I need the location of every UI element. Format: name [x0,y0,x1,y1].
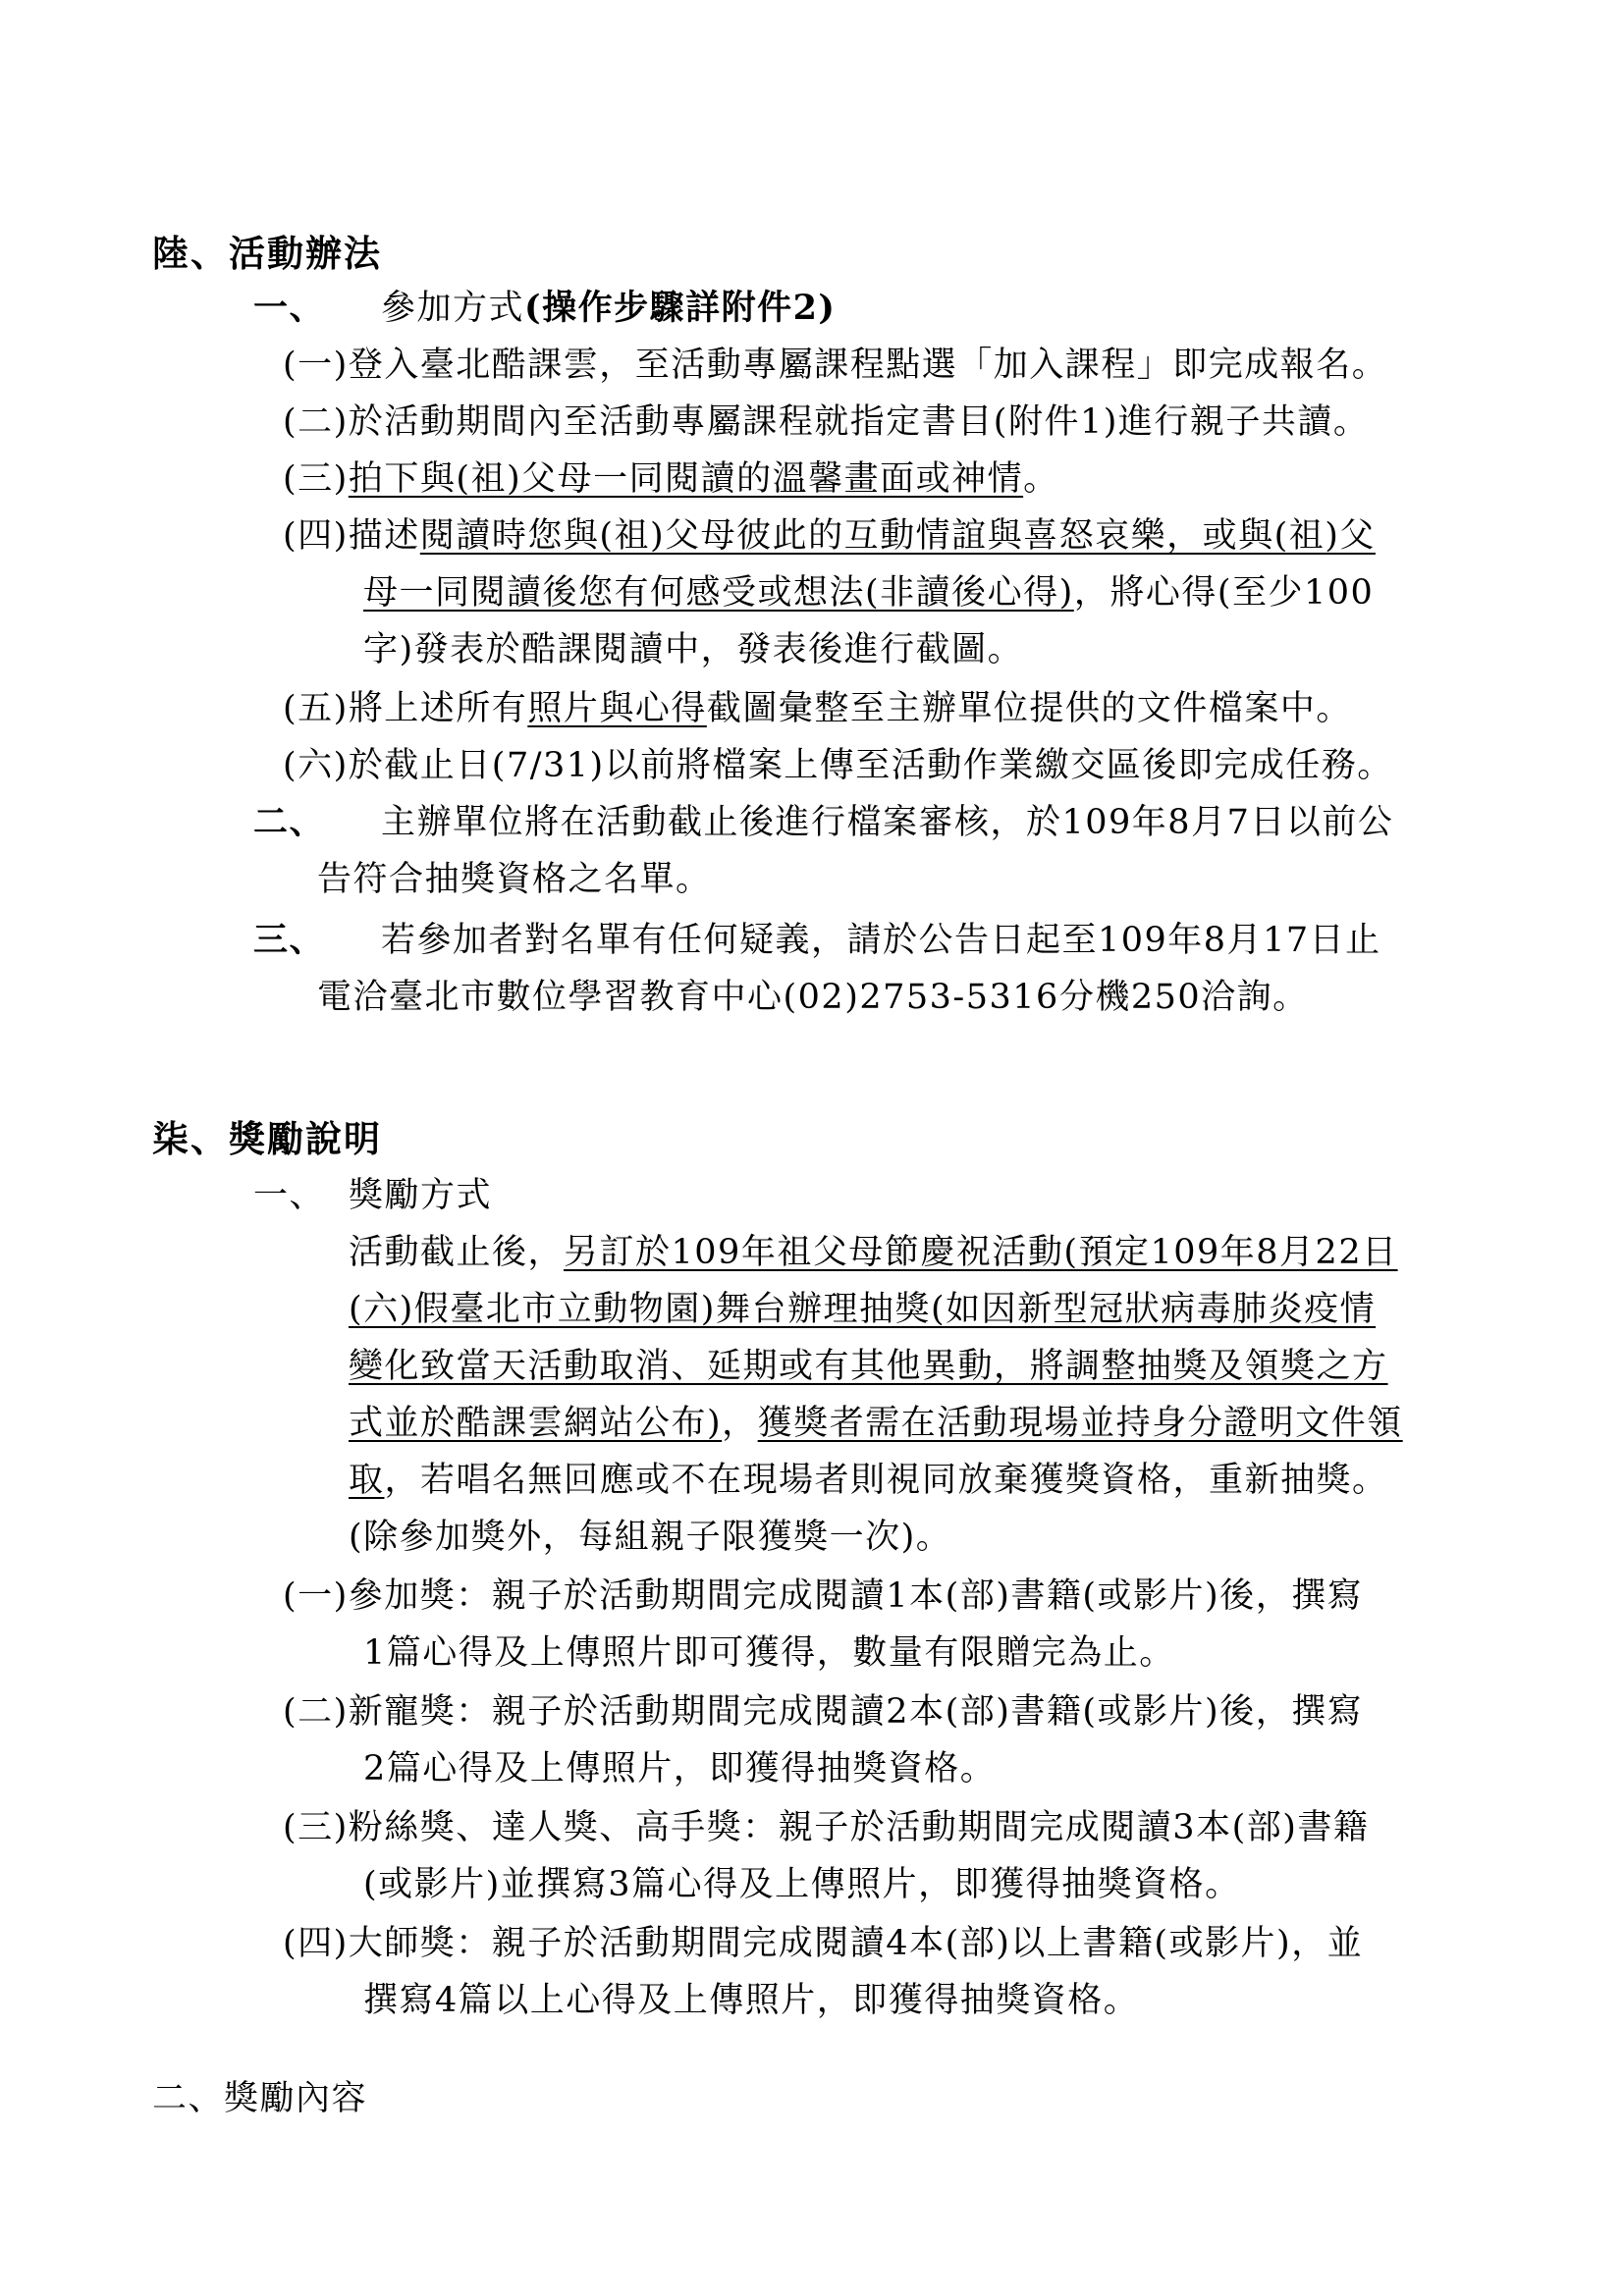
s7-award4-line1: (四)大師獎：親子於活動期間完成閱讀4本(部)以上書籍(或影片)，並 [283,1924,1364,1963]
s7-award4-line2: 撰寫4篇以上心得及上傳照片，即獲得抽獎資格。 [363,1981,1140,2020]
s6-sub4-suffix: ，將心得(至少100 [1073,573,1375,613]
s6-sub3-suffix: 。 [1023,459,1059,499]
s6-sub2: (二)於活動期間內至活動專屬課程就指定書目(附件1)進行親子共讀。 [283,402,1370,442]
s6-sub4-prefix: (四)描述 [283,516,420,556]
s6-item1-note: (操作步驟詳附件2) [524,288,837,328]
s7-para-line4 [349,1402,1403,1445]
s6-sub1: (一)登入臺北酷課雲，至活動專屬課程點選「加入課程」即完成報名。 [283,346,1388,385]
s6-item3-num: 三、 [253,920,326,960]
s7-award3-line2: (或影片)並撰寫3篇心得及上傳照片，即獲得抽獎資格。 [363,1865,1241,1904]
s6-sub5-underlined: 照片與心得 [527,689,707,728]
s6-item3-line2: 電洽臺北市數位學習教育中心(02)2753-5316分機250洽詢。 [317,978,1309,1017]
s6-item2-line2: 告符合抽獎資格之名單。 [317,860,712,899]
s7-item1-text: 獎勵方式 [349,1176,493,1215]
s6-item2-num: 二、 [253,802,326,842]
s6-item2-line1: 主辦單位將在活動截止後進行檔案審核，於109年8月7日以前公 [381,803,1394,842]
s6-item3-line1: 若參加者對名單有任何疑義，請於公告日起至109年8月17日止 [381,921,1381,960]
section-heading-reward-description: 柒、獎勵說明 [152,1117,382,1160]
s7-item1-num: 一、 [253,1176,326,1215]
s7-para-line3 [349,1345,1388,1388]
s7-award1-line1: (一)參加獎：親子於活動期間完成閱讀1本(部)書籍(或影片)後，撰寫 [283,1576,1364,1616]
s6-sub6: (六)於截止日(7/31)以前將檔案上傳至活動作業繳交區後即完成任務。 [283,746,1393,785]
s7-award3-line1: (三)粉絲獎、達人獎、高手獎：親子於活動期間完成閱讀3本(部)書籍 [283,1808,1370,1847]
s6-sub4-line1 [283,514,1376,558]
s7-para-underlined-4b: 獲獎者需在活動現場並持身分證明文件領 [757,1404,1403,1443]
s7-award2-line1: (二)新寵獎：親子於活動期間完成閱讀2本(部)書籍(或影片)後，撰寫 [283,1692,1364,1732]
s6-item1-num [253,287,325,330]
s6-sub5 [283,687,1352,730]
s6-sub4-underlined-1: 閱讀時您與(祖)父母彼此的互動情誼與喜怒哀樂，或與(祖)父 [419,516,1376,556]
s7-award2-line2: 2篇心得及上傳照片，即獲得抽獎資格。 [363,1749,997,1789]
s7-para-underlined-2: (六)假臺北市立動物園)舞台辦理抽獎(如因新型冠狀病毒肺炎疫情 [349,1290,1377,1329]
s7-para-line2 [349,1288,1376,1331]
s6-sub3-prefix: (三) [283,459,349,499]
s7-item2-reward-content: 二、獎勵內容 [152,2079,368,2118]
s6-sub3-underlined: 拍下與(祖)父母一同閱讀的溫馨畫面或神情 [348,459,1024,499]
section-heading-activity-method: 陸、活動辦法 [152,232,382,275]
s7-para-underlined-1: 另訂於109年祖父母節慶祝活動(預定109年8月22日 [564,1233,1398,1272]
s7-para-underlined-5: 取 [349,1461,385,1500]
s6-sub3 [283,457,1059,501]
s6-item1-text [381,287,837,330]
s7-para-prefix: 活動截止後， [349,1233,565,1272]
s7-para-comma: ， [722,1404,758,1443]
s7-para-underlined-4a: 式並於酷課雲網站公布) [349,1404,723,1443]
s7-para-line5 [349,1459,1388,1502]
s7-para-line6: (除參加獎外，每組親子限獲獎一次)。 [349,1518,952,1557]
s6-item1-number: 一、 [253,288,326,328]
s7-award1-line2: 1篇心得及上傳照片即可獲得，數量有限贈完為止。 [363,1633,1175,1673]
s7-para-underlined-3: 變化致當天活動取消、延期或有其他異動，將調整抽獎及領獎之方 [349,1347,1388,1386]
s6-sub5-suffix: 截圖彙整至主辦單位提供的文件檔案中。 [706,689,1352,728]
s6-item1-label: 參加方式 [381,289,525,328]
s6-sub5-prefix: (五)將上述所有 [283,689,528,728]
s6-sub4-line2 [363,571,1374,614]
s7-para-line1 [349,1231,1398,1274]
s6-sub4-underlined-2: 母一同閱讀後您有何感受或想法(非讀後心得) [363,573,1074,613]
s6-sub4-line3: 字)發表於酷課閱讀中，發表後進行截圖。 [363,630,1024,669]
s7-para-suffix: ，若唱名無回應或不在現場者則視同放棄獲獎資格，重新抽獎。 [384,1461,1388,1500]
